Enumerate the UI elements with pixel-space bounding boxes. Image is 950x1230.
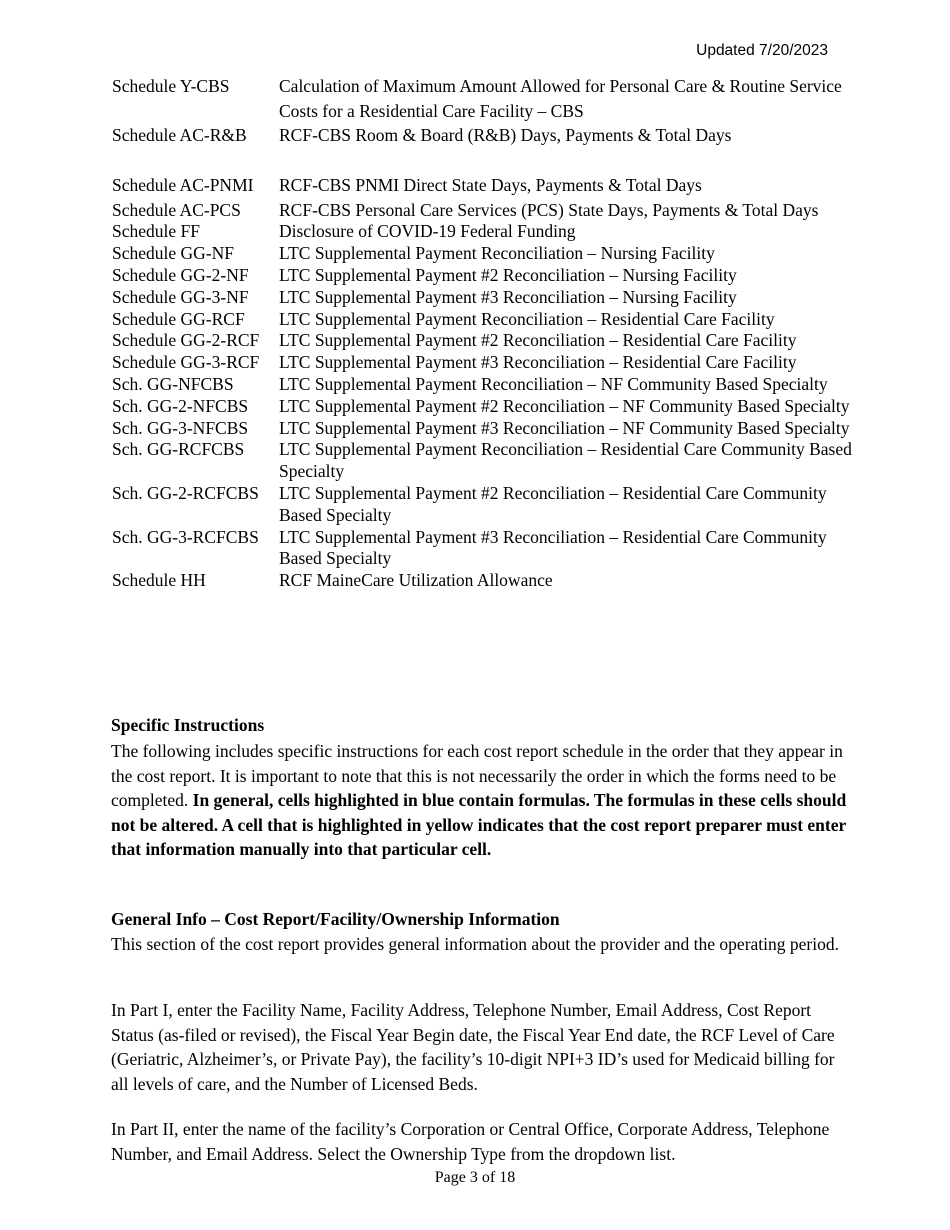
general-info-part2-paragraph: In Part II, enter the name of the facility’s Corporation or Central Office, Corporate Address, Telephone Number, and Email Address. Select the Ownership Type from the dropdown list.: [111, 1119, 830, 1164]
schedule-row: [112, 483, 852, 527]
schedule-row: [112, 418, 852, 440]
schedule-code: Sch. GG-2-RCFCBS: [112, 482, 259, 503]
schedule-row: [112, 374, 852, 396]
schedule-row: [112, 243, 852, 265]
schedule-description: LTC Supplemental Payment #3 Reconciliation – NF Community Based Specialty: [279, 417, 850, 438]
schedule-description: RCF-CBS PNMI Direct State Days, Payments & Total Days: [279, 174, 702, 195]
schedule-code: Schedule FF: [112, 221, 200, 242]
schedule-code: Schedule GG-3-RCF: [112, 352, 260, 373]
schedule-description: LTC Supplemental Payment Reconciliation – Residential Care Community Based Specialty: [279, 439, 852, 482]
schedule-code: Schedule AC-PNMI: [112, 174, 254, 195]
specific-instructions-body: [111, 739, 851, 862]
schedule-code: Schedule GG-3-NF: [112, 286, 249, 307]
schedule-code: Schedule GG-NF: [112, 243, 234, 264]
schedule-description: Disclosure of COVID-19 Federal Funding: [279, 221, 576, 242]
specific-instructions-heading: Specific Instructions: [111, 715, 265, 735]
schedule-row: [112, 265, 852, 287]
specific-instructions-paragraph: [111, 739, 851, 862]
schedule-row: [112, 287, 852, 309]
schedule-code: Schedule Y-CBS: [112, 76, 230, 96]
schedule-row: [112, 570, 852, 592]
schedule-description: LTC Supplemental Payment Reconciliation – NF Community Based Specialty: [279, 373, 828, 394]
schedule-description: LTC Supplemental Payment Reconciliation – Nursing Facility: [279, 243, 715, 264]
schedule-code: Schedule GG-2-NF: [112, 264, 249, 285]
schedule-code: Schedule AC-R&B: [112, 125, 247, 145]
general-info-text: This section of the cost report provides general information about the provider and the operating period.: [111, 934, 839, 954]
schedule-row: [112, 72, 852, 124]
schedule-row: [112, 147, 852, 197]
schedule-row: [112, 197, 852, 222]
general-info-part1-paragraph: In Part I, enter the Facility Name, Facility Address, Telephone Number, Email Address, Cost Report Status (as-filed or revised), the Fiscal Year Begin date, the Fiscal Year End date, the RCF Level of Care (Geriatric, Alzheimer’s, or Private Pay), the facility’s 10-digit NPI+3 ID’s used for Medicaid billing for all levels of care, and the Number of Licensed Beds.: [111, 1000, 835, 1094]
schedule-code: Sch. GG-RCFCBS: [112, 439, 245, 460]
page-number: Page 3 of 18: [434, 1169, 516, 1186]
schedule-code: Schedule GG-RCF: [112, 308, 245, 329]
schedule-row: [112, 352, 852, 374]
schedule-description: LTC Supplemental Payment Reconciliation – Residential Care Facility: [279, 308, 775, 329]
schedule-list: [112, 72, 852, 592]
specific-instructions-text: The following includes specific instructions for each cost report schedule in the order that they appear in the cost report. It is important to note that this is not necessarily the order in which the forms need to be completed.: [111, 741, 843, 811]
schedule-code: Sch. GG-2-NFCBS: [112, 395, 249, 416]
schedule-row: [112, 221, 852, 243]
schedule-row: [112, 439, 852, 483]
schedule-description: Calculation of Maximum Amount Allowed for Personal Care & Routine Service Costs for a Residential Care Facility – CBS: [279, 76, 842, 121]
schedule-code: Schedule HH: [112, 570, 206, 591]
updated-date: Updated 7/20/2023: [696, 42, 828, 59]
schedule-description: RCF-CBS Room & Board (R&B) Days, Payments & Total Days: [279, 125, 732, 145]
schedule-row: [112, 527, 852, 571]
schedule-description: LTC Supplemental Payment #3 Reconciliation – Residential Care Facility: [279, 352, 797, 373]
schedule-code: Schedule AC-PCS: [112, 199, 241, 220]
schedule-row: [112, 309, 852, 331]
general-info-heading: General Info – Cost Report/Facility/Ownership Information: [111, 909, 560, 929]
schedule-description: LTC Supplemental Payment #2 Reconciliation – Residential Care Community Based Specialty: [279, 482, 827, 525]
schedule-description: LTC Supplemental Payment #2 Reconciliation – Nursing Facility: [279, 264, 737, 285]
schedule-code: Schedule GG-2-RCF: [112, 330, 260, 351]
schedule-code: Sch. GG-NFCBS: [112, 373, 234, 394]
schedule-code: Sch. GG-3-NFCBS: [112, 417, 249, 438]
schedule-description: LTC Supplemental Payment #3 Reconciliation – Nursing Facility: [279, 286, 737, 307]
schedule-code: Sch. GG-3-RCFCBS: [112, 526, 259, 547]
schedule-description: RCF MaineCare Utilization Allowance: [279, 570, 553, 591]
schedule-row: [112, 396, 852, 418]
specific-instructions-bold-text: In general, cells highlighted in blue contain formulas. The formulas in these cells should not be altered. A cell that is highlighted in yellow indicates that the cost report preparer must enter that information manually into that particular cell.: [111, 790, 847, 860]
schedule-row: [112, 124, 852, 147]
schedule-description: LTC Supplemental Payment #2 Reconciliation – Residential Care Facility: [279, 330, 797, 351]
schedule-description: LTC Supplemental Payment #3 Reconciliation – Residential Care Community Based Specialty: [279, 526, 827, 569]
schedule-row: [112, 330, 852, 352]
schedule-description: RCF-CBS Personal Care Services (PCS) State Days, Payments & Total Days: [279, 199, 819, 220]
schedule-description: LTC Supplemental Payment #2 Reconciliation – NF Community Based Specialty: [279, 395, 850, 416]
